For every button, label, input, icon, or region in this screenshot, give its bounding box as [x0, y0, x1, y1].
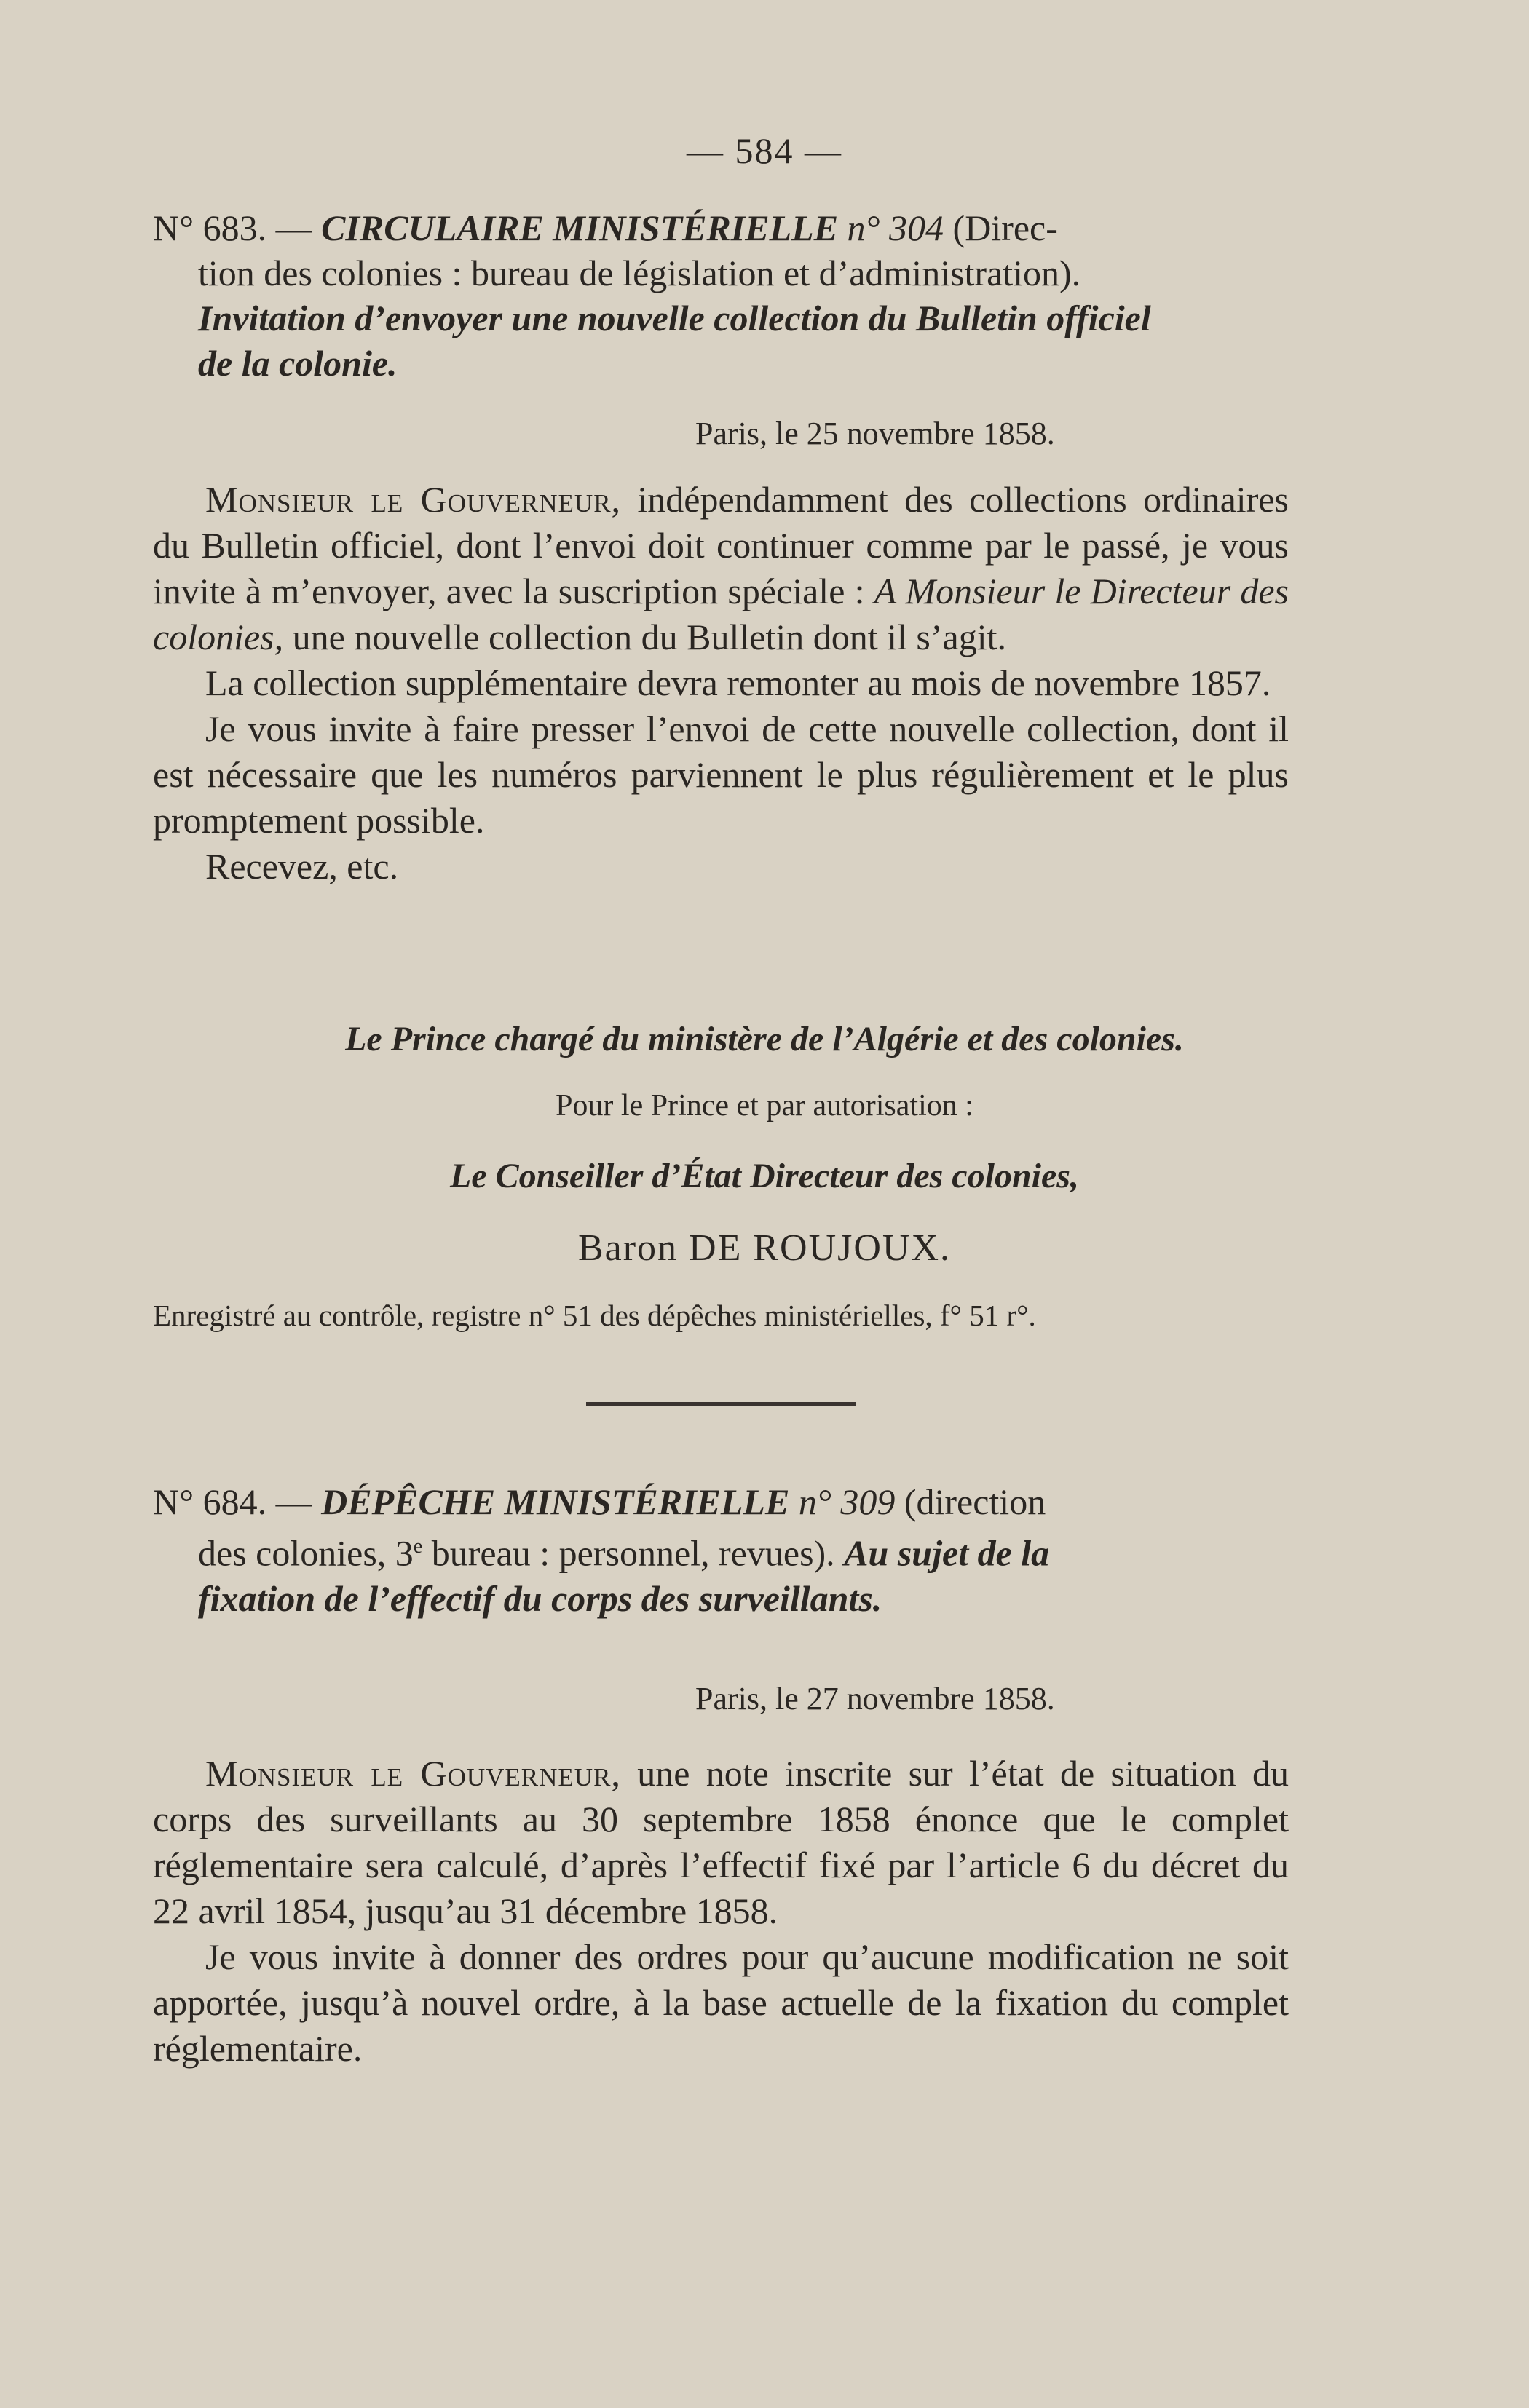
entry-684-title-line: N° 684. — DÉPÊCHE MINISTÉRIELLE n° 309 (direction [153, 1481, 1046, 1522]
entry-684-subject: fixation de l’effectif du corps des surveillants. [198, 1577, 882, 1619]
signature-title: Le Conseiller d’État Directeur des colonies, [450, 1157, 1079, 1195]
entry-684-direction: des colonies, 3e bureau : personnel, revues). Au sujet de la [198, 1532, 1050, 1574]
entry-683-paragraph-2: La collection supplémentaire devra remonter au mois de novembre 1857. [205, 662, 1271, 703]
page-number: — 584 — [687, 130, 842, 171]
entry-684-date: Paris, le 27 novembre 1858. [695, 1681, 1055, 1716]
entry-683-paragraph-1: Monsieur le Gouverneur, indépendamment des collections ordinaires du Bulletin officiel, dont l’envoi doit continuer comme par le passé, je vous invite à m’envoyer, avec la suscription spéciale : A Monsieur le Directeur des colonies, une nouvelle collection du Bulletin dont il s’agit. [153, 479, 1289, 657]
entry-683-number: N° 683. [153, 207, 267, 248]
registration-note: Enregistré au contrôle, registre n° 51 des dépêches ministérielles, f° 51 r°. [153, 1299, 1036, 1332]
signature-minister: Le Prince chargé du ministère de l’Algérie et des colonies. [345, 1020, 1184, 1058]
entry-684-paragraph-2: Je vous invite à donner des ordres pour qu’aucune modification ne soit apportée, jusqu’à nouvel ordre, à la base actuelle de la fixation du complet réglementaire. [153, 1936, 1289, 2069]
entry-683-date: Paris, le 25 novembre 1858. [695, 416, 1055, 451]
entry-683-direction: tion des colonies : bureau de législation et d’administration). [198, 253, 1081, 293]
entry-683-title-line: N° 683. — CIRCULAIRE MINISTÉRIELLE n° 304 (Direc- [153, 207, 1058, 248]
entry-684-number: N° 684. [153, 1481, 267, 1522]
entry-683-paragraph-4: Recevez, etc. [205, 846, 399, 887]
entry-684-dispatch-number: n° 309 [789, 1481, 904, 1522]
entry-684-paragraph-1: Monsieur le Gouverneur, une note inscrite sur l’état de situation du corps des surveillants au 30 septembre 1858 énonce que le complet réglementaire sera calculé, d’après l’effectif fixé par l’article 6 du décret du 22 avril 1854, jusqu’au 31 décembre 1858. [153, 1753, 1289, 1931]
entry-683-subject-2: de la colonie. [198, 343, 398, 384]
entry-683-paragraph-3: Je vous invite à faire presser l’envoi de cette nouvelle collection, dont il est nécessaire que les numéros parviennent le plus régulièrement et le plus promptement possible. [153, 708, 1289, 841]
entry-683-body [153, 477, 1289, 890]
entry-683-subject-1: Invitation d’envoyer une nouvelle collection du Bulletin officiel [198, 298, 1151, 338]
entry-684-body [153, 1751, 1289, 2072]
entry-684-type: DÉPÊCHE MINISTÉRIELLE [321, 1481, 790, 1522]
signature-authorization: Pour le Prince et par autorisation : [556, 1089, 973, 1122]
entry-683-heading [153, 205, 1289, 386]
salutation: Monsieur le Gouverneur, [205, 479, 622, 520]
signature-name: Baron DE ROUJOUX. [577, 1227, 952, 1269]
entry-684-heading [153, 1479, 1289, 1621]
section-divider [586, 1402, 856, 1406]
entry-683-circular-number: n° 304 [838, 207, 953, 248]
entry-683-type: CIRCULAIRE MINISTÉRIELLE [321, 207, 839, 248]
